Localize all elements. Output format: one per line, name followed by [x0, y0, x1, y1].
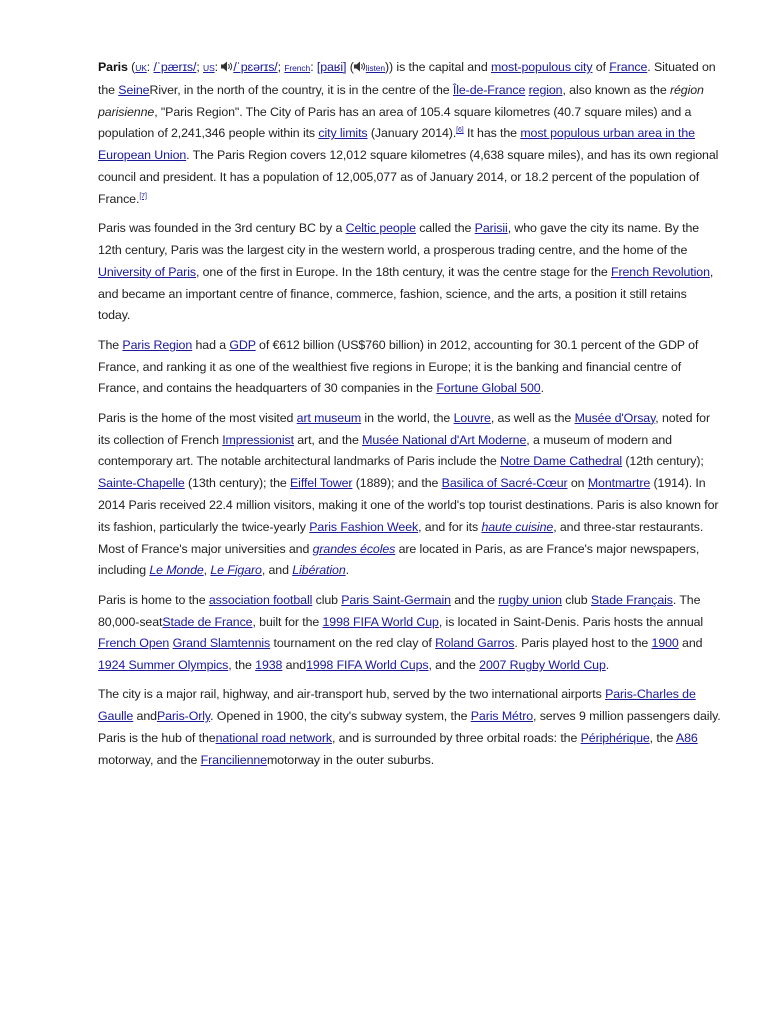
link-gdp[interactable]: GDP [229, 337, 256, 352]
paragraph-sport [98, 590, 722, 677]
link-le-monde[interactable]: Le Monde [149, 563, 204, 578]
link-tennis[interactable]: tennis [237, 636, 271, 651]
link-university-of-paris[interactable]: University of Paris [98, 264, 196, 279]
listen-link[interactable]: listen [365, 63, 386, 73]
text: Paris is home to the [98, 592, 209, 607]
text: Paris is the home of the most visited [98, 410, 297, 425]
link-peripherique[interactable]: Périphérique [580, 731, 650, 746]
text: Paris was founded in the 3rd century BC by a [98, 221, 346, 236]
text: (January 2014). [367, 126, 457, 141]
text: , and three-star restaurants. Most of France's major universities and [98, 519, 704, 556]
french-pronunciation-link[interactable]: French [284, 63, 311, 73]
article-subject: Paris [98, 60, 128, 74]
link-seine[interactable]: Seine [118, 82, 150, 97]
text: . [540, 381, 544, 396]
text: ; [196, 60, 204, 74]
text: ( [127, 60, 136, 74]
text: on [567, 476, 588, 491]
text: in the world, the [361, 410, 454, 425]
link-national-road-network[interactable]: national road network [215, 731, 332, 746]
text: , and the [428, 658, 480, 673]
text: . [605, 658, 610, 673]
link-fortune-global-500[interactable]: Fortune Global 500 [436, 381, 541, 396]
link-a86[interactable]: A86 [675, 731, 698, 746]
text: : [214, 60, 222, 74]
text: . Paris played host to the [514, 636, 652, 651]
text: art, and the [293, 432, 363, 447]
text: , "Paris Region". The City of Paris has an area of 105.4 square kilometres (40.7 square miles) and a population of 2,241,346 people within its [98, 104, 692, 141]
link-stade-de-france[interactable]: Stade de France [162, 614, 253, 629]
link-sainte-chapelle[interactable]: Sainte-Chapelle [98, 476, 185, 491]
text: , and [261, 563, 293, 578]
link-musee-dorsay[interactable]: Musée d'Orsay [574, 410, 656, 425]
link-charles-de-gaulle[interactable]: Paris-Charles de Gaulle [98, 687, 696, 724]
text: motorway in the outer suburbs. [266, 752, 435, 767]
link-montmartre[interactable]: Montmartre [587, 476, 651, 491]
link-2007-rugby-world-cup[interactable]: 2007 Rugby World Cup [479, 658, 606, 673]
text: ( [346, 60, 354, 74]
uk-ipa-link[interactable]: /ˈpærɪs/ [153, 60, 197, 74]
link-francilienne[interactable]: Francilienne [200, 752, 267, 767]
paragraph-intro [98, 57, 722, 211]
link-eiffel-tower[interactable]: Eiffel Tower [290, 476, 353, 491]
text: , the [649, 731, 676, 746]
link-paris-metro[interactable]: Paris Métro [470, 709, 534, 724]
link-parisii[interactable]: Parisii [474, 221, 508, 236]
link-haute-cuisine[interactable]: haute cuisine [481, 519, 554, 534]
link-art-museum[interactable]: art museum [296, 410, 362, 425]
text: and [678, 636, 703, 651]
link-most-populous-city[interactable]: most-populous city [490, 60, 593, 74]
text: , [203, 563, 211, 578]
text: , and became an important centre of finance, commerce, fashion, science, and the arts, a position it still retains today. [98, 264, 714, 323]
text: had a [192, 337, 230, 352]
text: of €612 billion (US$760 billion) in 2012, accounting for 30.1 percent of the GDP of France, and ranking it as one of the wealthiest five regions in Europe; it is the banking and financial centre of France, and contains the headquarters of 30 companies in the [98, 337, 699, 396]
french-ipa-link[interactable]: [paʁi] [316, 60, 347, 74]
text: club [561, 592, 591, 607]
text: . Situated on the [98, 60, 716, 97]
link-1998-fifa-world-cups[interactable]: 1998 FIFA World Cups [306, 658, 429, 673]
text: , one of the first in Europe. In the 18th century, it was the centre stage for the [195, 264, 612, 279]
text: ; [277, 60, 285, 74]
link-stade-francais[interactable]: Stade Français [590, 592, 673, 607]
link-celtic-people[interactable]: Celtic people [345, 221, 416, 236]
text: . [345, 563, 349, 578]
text: tournament on the red clay of [270, 636, 436, 651]
text: , noted for its collection of French [98, 410, 710, 447]
text: and the [450, 592, 499, 607]
link-french-open[interactable]: French Open [98, 636, 170, 651]
text: of [592, 60, 610, 74]
paragraph-culture [98, 408, 722, 582]
link-roland-garros[interactable]: Roland Garros [435, 636, 515, 651]
link-region[interactable]: region [528, 82, 563, 97]
text: (1914). In 2014 Paris received 22.4 million visitors, making it one of the world's top tourist destinations. Paris is also known for its fashion, particularly the twice-yearly [98, 476, 719, 534]
text: club [312, 592, 342, 607]
text: , the [228, 658, 256, 673]
link-le-figaro[interactable]: Le Figaro [210, 563, 262, 578]
text: called the [415, 221, 475, 236]
text: , and for its [418, 519, 482, 534]
text: , and is surrounded by three orbital roads: the [331, 731, 581, 746]
link-1924-olympics[interactable]: 1924 Summer Olympics [98, 658, 229, 673]
link-1900[interactable]: 1900 [651, 636, 679, 651]
link-city-limits[interactable]: city limits [318, 126, 368, 141]
link-association-football[interactable]: association football [208, 592, 313, 607]
text: . Opened in 1900, the city's subway system, the [210, 709, 471, 724]
text: The [98, 337, 123, 352]
text: (13th century); the [184, 476, 291, 491]
text: , a museum of modern and contemporary art. The notable architectural landmarks of Paris include the [98, 432, 672, 469]
paragraph-history [98, 218, 722, 327]
text: , who gave the city its name. By the 12th century, Paris was the largest city in the western world, a prosperous trading centre, and the home of the [98, 221, 700, 257]
article-body [98, 57, 722, 779]
link-paris-region[interactable]: Paris Region [122, 337, 193, 352]
link-notre-dame[interactable]: Notre Dame Cathedral [500, 454, 623, 469]
text: . The Paris Region covers 12,012 square kilometres (4,638 square miles), and has its own regional council and president. It has a population of 12,005,077 as of January 2014, or 18.2 percent of the population of France. [98, 148, 719, 206]
link-psg[interactable]: Paris Saint-Germain [341, 592, 451, 607]
text: and [133, 709, 157, 724]
link-rugby-union[interactable]: rugby union [498, 592, 562, 607]
link-paris-orly[interactable]: Paris-Orly [156, 709, 211, 724]
text: It has the [463, 126, 521, 141]
speaker-icon[interactable] [354, 61, 366, 72]
text: : [310, 60, 317, 74]
italic-term: région parisienne [98, 82, 704, 119]
us-pronunciation-link[interactable]: US [203, 63, 215, 73]
speaker-icon[interactable] [221, 61, 233, 72]
text: , as well as the [490, 410, 575, 425]
text: motorway, and the [98, 752, 201, 767]
link-1998-fifa-world-cup[interactable]: 1998 FIFA World Cup [322, 614, 439, 629]
link-most-populous-urban-area[interactable]: most populous urban area in the European Union [98, 126, 695, 163]
paragraph-economy [98, 335, 722, 400]
text: (12th century); [622, 454, 704, 469]
text: River, in the north of the country, it is in the centre of the [149, 82, 453, 97]
link-louvre[interactable]: Louvre [453, 410, 491, 425]
text: , also known as the [562, 82, 670, 97]
text: and [282, 658, 307, 673]
text: : [146, 60, 154, 74]
text: , is located in Saint-Denis. Paris hosts the annual [438, 614, 704, 629]
link-grandes-ecoles[interactable]: grandes écoles [312, 541, 396, 556]
text: . The 80,000-seat [98, 592, 701, 629]
text: are located in Paris, as are France's major newspapers, including [98, 541, 700, 578]
paragraph-transport [98, 684, 722, 771]
text: (1889); and the [352, 476, 442, 491]
text: , serves 9 million passengers daily. Paris is the hub of the [98, 709, 721, 746]
uk-pronunciation-link[interactable]: UK [135, 63, 147, 73]
us-ipa-link[interactable]: /ˈpɛərɪs/ [233, 60, 278, 74]
link-france[interactable]: France [609, 60, 648, 74]
reference-link[interactable]: [7] [139, 192, 147, 200]
link-paris-fashion-week[interactable]: Paris Fashion Week [309, 519, 419, 534]
reference-link[interactable]: [6] [456, 127, 464, 135]
link-liberation[interactable]: Libération [292, 563, 346, 578]
text: The city is a major rail, highway, and air-transport hub, served by the two international airports [98, 687, 606, 702]
link-1938[interactable]: 1938 [255, 658, 283, 673]
link-musee-national-art-moderne[interactable]: Musée National d'Art Moderne [362, 432, 527, 447]
link-sacre-coeur[interactable]: Basilica of Sacré-Cœur [441, 476, 568, 491]
link-impressionist[interactable]: Impressionist [222, 432, 294, 447]
text: )) is the capital and [385, 60, 491, 74]
link-french-revolution[interactable]: French Revolution [611, 264, 710, 279]
link-grand-slam[interactable]: Grand Slam [172, 636, 238, 651]
text: , built for the [252, 614, 323, 629]
link-ile-de-france[interactable]: Île-de-France [452, 82, 526, 97]
